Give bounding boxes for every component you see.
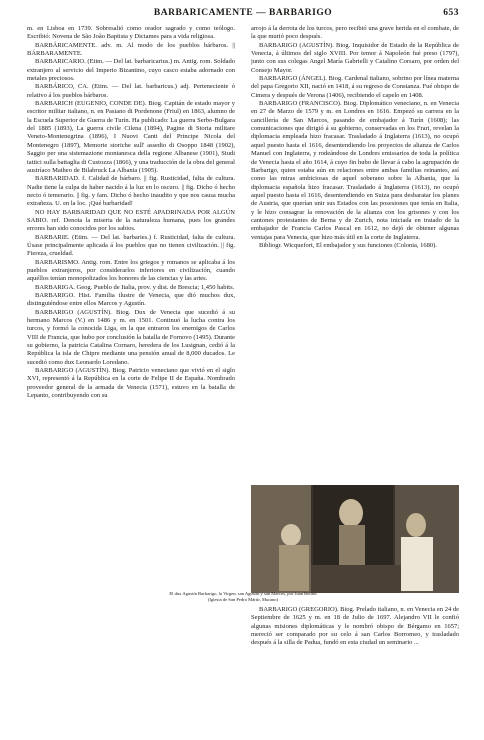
running-header: [27, 8, 459, 22]
entry-paragraph: BARBARIGO (AGUSTÍN). Biog. Inquisidor de Estado de la República de Venecia, á últimos del siglo XVIII. Por temor á Napoleón fué preso (1797), junto con sus colegas Angel María Gabrielli y Catalino Corsaro, por orden del Consejo Mayor.: [251, 41, 459, 74]
entry-paragraph: BARBARICH (EUGENIO, CONDE DE). Biog. Capitán de estado mayor y escritor militar italiano, n. en Pasiano di Pordenone (Friul) en 1863, alumno de la Escuela Superior de Guerra de Turín. Ha publicado: La guerra Serbo-Bulgara del 1885 (1893), La guerra civile Cilena (1894), Pagine di Storia militare Veneto-Montenegrina (1896), I Nuovi Canti del Principe Nicola del Montenegro (1897), Memorie storiche sull' assedio di Osoppo 1848 (1902), Saggio per una sistemazione montanesca della regione Albanese (1901), Studi tattici sulla battaglia di Custozza (1866), y una traducción de la obra del general austríaco Matheo de Bilabruck La Albania (1905).: [27, 100, 235, 174]
page: [27, 8, 459, 713]
entry-paragraph: BARBARIGO. Hist. Familia ilustre de Venecia, que dió muchos dux, distinguiéndose entre ellos Marcos y Agustín.: [27, 292, 235, 308]
caption-line: (Iglesia de San Pedro Mártir, Murano): [207, 597, 279, 602]
entry-paragraph: BARBARIDAD. f. Calidad de bárbaro. || fig. Rusticidad, falta de cultura. Nadie tiene la culpa de haber nacido á la luz en lo oscuro. || fig. Dicho ó hecho necio ó temerario. || fig. y fam. Dicho ó hecho inaudito y que nos causa mucha extrañeza. U. en la loc. ¡Qué barbaridad!: [27, 175, 235, 208]
entry-paragraph: m. en Lisboa en 1739. Sobresalió como orador sagrado y como teólogo. Escribió: Novena de São João Baptista y Dictames para a vida religiosa.: [27, 25, 235, 41]
entry-paragraph: Bibliogr. Wicquefort, El embajador y sus funciones (Colonia, 1680).: [259, 241, 437, 249]
entry-paragraph: NO HAY BARBARIDAD QUE NO ESTÉ APADRINADA POR ALGÚN SABIO. ref. Denota la miseria de la naturaleza humana, pues los grandes errores han sido conocidos por los sabios.: [27, 208, 235, 233]
entry-paragraph: BARBÁRICO, CA. (Etim. — Del lat. barbaricus.) adj. Perteneciente ó relativo á los pueblos bárbaros.: [27, 83, 235, 99]
header-title: BARBARICAMENTE — BARBARIGO: [153, 8, 333, 18]
entry-paragraph: BARBÁRICAMENTE. adv. m. Al modo de los pueblos bárbaros. || BÁRBARAMENTE.: [27, 41, 235, 58]
entry-paragraph: BARBARIE. (Etim. — Del lat. barbaries.) f. Rusticidad, falta de cultura. Úsase principalmente aplicada á los pueblos que no tienen civilización. || fig. Fiereza, crueldad.: [27, 233, 235, 258]
painting-image: [251, 485, 459, 593]
right-column-lower: [251, 606, 459, 648]
left-column: [27, 25, 235, 720]
entry-paragraph: arrojo á la derrota de los turcos, pero recibió una grave herida en el combate, de la que murió poco después.: [251, 25, 459, 41]
caption-line: El dux Agustín Barbarigo, la Virgen, san Agustín y san Marcos, por Juan Bellini: [169, 591, 317, 596]
entry-paragraph: BARBARIGO (FRANCISCO). Biog. Diplomático veneciano, n. en Venecia en 27 de Marzo de 1579 y m. en Londres en 1616. Empezó su carrera en la cancillería de San Marcos, pasando de embajador á Turín (1608); las comunicaciones que dirigió á su gobierno, conservadas en los Frari, revelan la diplomacia empleada hizo fracasar. Trasladado á Inglaterra (1613), no ocupó aquel puesto hasta el 1616, desentendiendo los proyectos de alianza de Carlos Manuel con Inglaterra, y rodeándose de Londres emissarios de toda la política de Venecia hasta el año 1614, á cuyo fin hubo de llevar á cabo la agrupación de Barbarigo, quien estaba aún en relaciones entre ambas familias reinantes, así como las miras ambiciosas de aquel soberano sobre la Albania, que la diplomacia española hizo fracasar. Trasladado á Inglaterra (1613), no ocupó aquel puesto hasta el 1616, desentendiendo en Suiza para desbaratar los planes de Austria, que querían unir sus Estados con las posesiones que tenía en Italia, y le hizo consagrar la renovación de la alianza con los grisones y con los cantones protestantes de Berna y de Zurich, nota iniciada en tratado de la embajador de Francia Carlos Pascal en 1612, no dejó de obtener algunas ventajas para Venecia, que hizo más útil en la corte de Inglaterra.: [251, 100, 459, 241]
entry-paragraph: BARBARISMO. Antig. rom. Entre los griegos y romanos se aplicaba á los pueblos extranjeros, por considerarlos inferiores en civilización, cuando aquéllos tenían monopolizados los honores de las ciencias y las artes.: [27, 258, 235, 283]
entry-paragraph: BARBARICARIO. (Etim. — Del lat. barbaricarius.) m. Antig. rom. Soldado extranjero al servicio del Imperio Bizantino, cuyo casco estaba adornado con metales preciosos.: [27, 58, 235, 83]
painting-figure: [27, 481, 459, 595]
entry-paragraph: BARBARIGO (AGUSTÍN). Biog. Patricio veneciano que vivió en el siglo XVI, representó á la República en la corte de Felipe II de España. Nombrado proveedor general de la armada de Venecia (1571), estuvo en la batalla de Lepanto, contribuyendo con su: [27, 367, 235, 400]
entry-paragraph: BARBARIGO (ÁNGEL). Biog. Cardenal italiano, sobrino por línea materna del papa Gregorio XII, nació en 1418, á su regreso de Constanza. Fué obispo de Cimera y después de Verona (1406), recibiendo el capelo en 1408.: [251, 75, 459, 99]
page-number: 653: [443, 8, 459, 18]
entry-paragraph: BARBARIGO (AGUSTÍN). Biog. Dux de Venecia que sucedió á su hermano Marcos (V.) en 1486 y m. en 1501. Continuó la lucha contra los turcos, y formó la conocida Liga, en la que entraron los enemigos de Carlos VIII de Francia, que hubo por conclusión la batalla de Fornovo (1495). Durante su gobierno, la patricia Catalina Cornaro, heredera de los Lusignan, cedió á la República la isla de Chipre mediante una pensión anual de 8,000 ducados. Le sucedió como dux Leonardo Loredano.: [27, 308, 235, 366]
painting-illustration: [251, 485, 459, 593]
entry-paragraph: BARBARIGA. Geog. Pueblo de Italia, prov. y dist. de Brescia; 1,450 habits.: [35, 283, 235, 291]
entry-paragraph: BARBARIGO (GREGORIO). Biog. Prelado italiano, n. en Venecia en 24 de Septiembre de 1625 y m. en 18 de Julio de 1697. Alejandro VII le confió algunas misiones diplomáticas y le nombró obispo de Bérgamo en 1657; mereció ser comparado por su celo á san Carlos Borromeo, y trasladado después á la silla de Padua, fundó en esta ciudad un seminario ...: [251, 606, 459, 647]
figure-caption: [27, 591, 459, 603]
